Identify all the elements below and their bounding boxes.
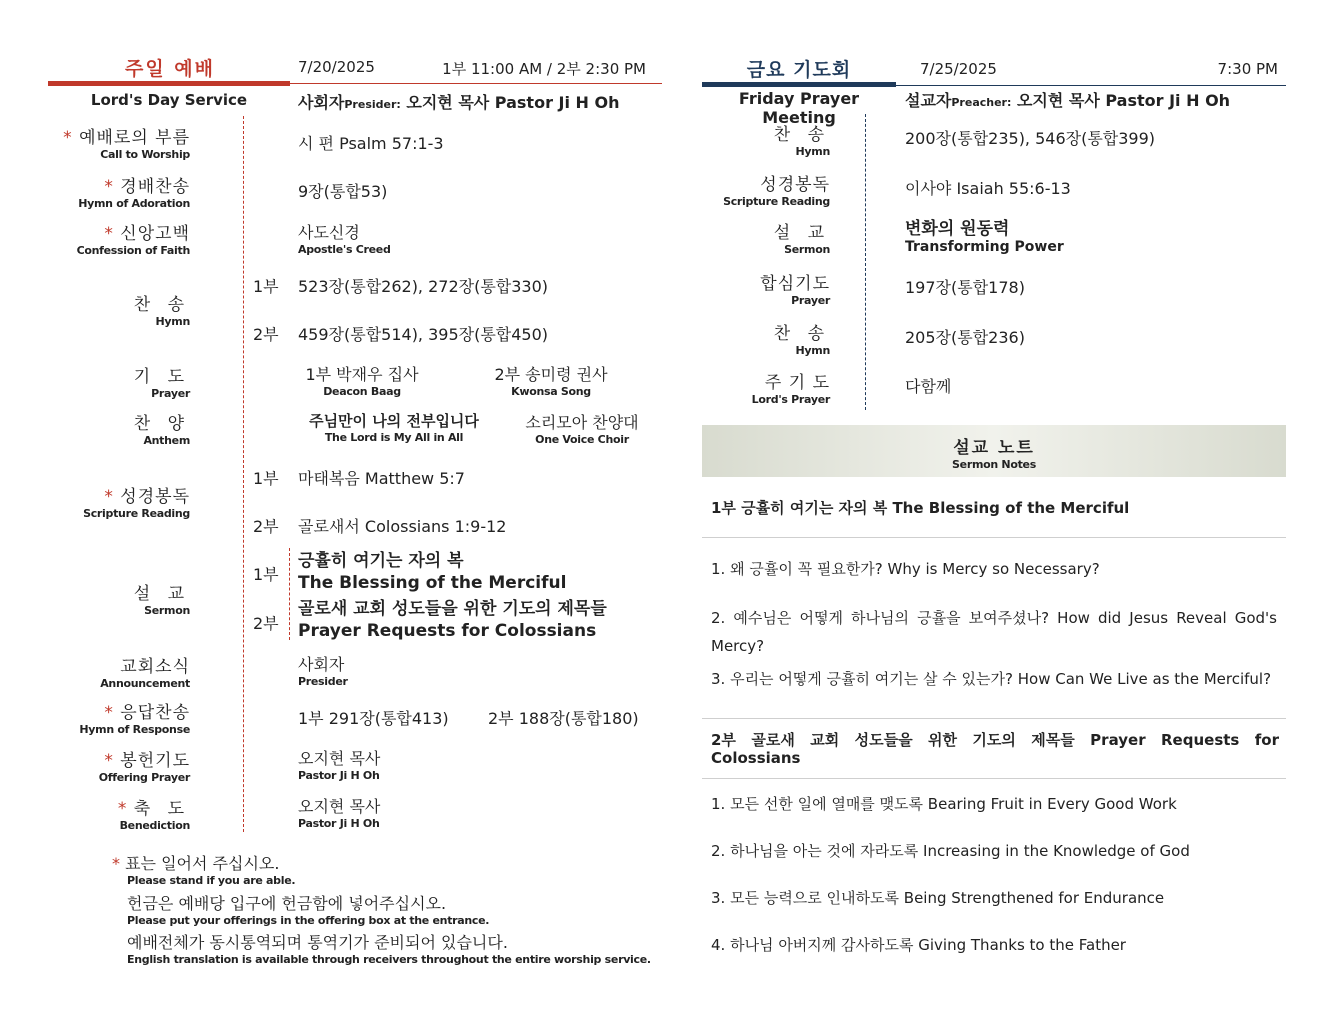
- friday-date: 7/25/2025: [920, 60, 997, 78]
- preacher-name: 오지현 목사 Pastor Ji H Oh: [1016, 91, 1231, 110]
- friday-label-scripture: 성경봉독 Scripture Reading: [723, 175, 830, 208]
- sunday-header-line: [290, 83, 662, 84]
- presider-name: 오지현 목사 Pastor Ji H Oh: [406, 93, 620, 112]
- call-to-worship-value: 시 편 Psalm 57:1-3: [298, 134, 444, 153]
- prayer-part2: 2부 송미령 권사 Kwonsa Song: [494, 365, 608, 398]
- hymn-part2-label: 2부: [253, 325, 279, 344]
- sermon-notes-header: [702, 425, 1286, 477]
- sermon-notes-title: 설교 노트: [953, 438, 1035, 458]
- part1-heading: 1부 긍휼히 여기는 자의 복 The Blessing of the Merciful: [711, 499, 1130, 517]
- notes-rule-3: [702, 778, 1286, 779]
- response-part2: 2부 188장(통합180): [488, 709, 639, 728]
- scripture-part2-value: 골로새서 Colossians 1:9-12: [298, 517, 507, 536]
- hymn-part2-value: 459장(통합514), 395장(통합450): [298, 325, 549, 344]
- friday-header-line: [896, 85, 1286, 86]
- sermon-notes-subtitle: Sermon Notes: [952, 458, 1036, 471]
- friday-scripture-value: 이사야 Isaiah 55:6-13: [905, 179, 1071, 198]
- friday-hymn-2-value: 205장(통합236): [905, 328, 1025, 347]
- label-benediction: * 축 도 Benediction: [117, 799, 190, 832]
- friday-title: 금요 기도회: [746, 59, 852, 81]
- announcement-value: 사회자 Presider: [298, 655, 348, 688]
- notes-rule-1: [702, 537, 1286, 538]
- friday-hymn-1-value: 200장(통합235), 546장(통합399): [905, 129, 1156, 148]
- friday-time: 7:30 PM: [1217, 60, 1278, 78]
- friday-lords-prayer-value: 다함께: [905, 377, 952, 396]
- label-confession: * 신앙고백 Confession of Faith: [76, 224, 190, 257]
- confession-value: 사도신경 Apostle's Creed: [298, 223, 391, 256]
- adoration-value: 9장(통합53): [298, 182, 388, 201]
- label-prayer: 기 도 Prayer: [133, 367, 190, 400]
- response-part1: 1부 291장(통합413): [298, 709, 449, 728]
- preacher-label-en: Preacher:: [951, 96, 1012, 109]
- scripture-part1-value: 마태복음 Matthew 5:7: [298, 469, 465, 488]
- note-translation: 예배전체가 동시통역되며 통역기가 준비되어 있습니다. English translation is available through receivers throughout the entire worship service.: [127, 933, 651, 966]
- hymn-part1-label: 1부: [253, 277, 279, 296]
- friday-sermon-value: 변화의 원동력 Transforming Power: [905, 219, 1064, 255]
- sermon-part1-label: 1부: [253, 565, 279, 584]
- presider-line: [298, 90, 620, 113]
- label-offering-prayer: * 봉헌기도 Offering Prayer: [98, 751, 190, 784]
- notes-rule-2: [702, 718, 1286, 719]
- friday-title-bar: [702, 82, 896, 87]
- friday-label-hymn-2: 찬 송 Hymn: [773, 324, 830, 357]
- anthem-choir: 소리모아 찬양대 One Voice Choir: [525, 413, 639, 446]
- sermon-part1-title: 긍휼히 여기는 자의 복 The Blessing of the Merciful: [298, 551, 567, 593]
- part1-point-3: 3. 우리는 어떻게 긍휼히 여기는 살 수 있는가? How Can We Live as the Merciful?: [711, 670, 1272, 688]
- preacher-label: 설교자: [905, 91, 952, 110]
- part2-point-3: 3. 모든 능력으로 인내하도록 Being Strengthened for Endurance: [711, 889, 1165, 907]
- friday-subtitle: Friday Prayer Meeting: [738, 89, 860, 127]
- prayer-part1: 1부 박재우 집사 Deacon Baag: [305, 365, 419, 398]
- part1-point-1: 1. 왜 긍휼이 꼭 필요한가? Why is Mercy so Necessary?: [711, 560, 1100, 578]
- part2-heading: 2부 골로새 교회 성도들을 위한 기도의 제목들 Prayer Requests for Colossians: [711, 731, 1279, 767]
- sunday-subtitle: Lord's Day Service: [90, 91, 248, 109]
- label-anthem: 찬 양 Anthem: [133, 414, 190, 447]
- anthem-title: 주님만이 나의 전부입니다 The Lord is My All in All: [309, 412, 479, 444]
- scripture-part1-label: 1부: [253, 469, 279, 488]
- part2-point-2: 2. 하나님을 아는 것에 자라도록 Increasing in the Knowledge of God: [711, 842, 1190, 860]
- benediction-value: 오지현 목사 Pastor Ji H Oh: [298, 797, 381, 830]
- sermon-part2-label: 2부: [253, 614, 279, 633]
- sermon-bracket: [289, 548, 290, 640]
- label-hymn: 찬 송 Hymn: [133, 295, 190, 328]
- offering-value: 오지현 목사 Pastor Ji H Oh: [298, 749, 381, 782]
- friday-label-sermon: 설 교 Sermon: [773, 223, 830, 256]
- friday-label-lords-prayer: 주 기 도 Lord's Prayer: [751, 373, 830, 406]
- sermon-part2-title: 골로새 교회 성도들을 위한 기도의 제목들 Prayer Requests for Colossians: [298, 599, 607, 641]
- label-hymn-of-response: * 응답찬송 Hymn of Response: [79, 703, 190, 736]
- presider-label: 사회자: [298, 93, 345, 112]
- label-call-to-worship: * 예배로의 부름 Call to Worship: [63, 128, 190, 161]
- scripture-part2-label: 2부: [253, 517, 279, 536]
- note-stand: * 표는 일어서 주십시오. Please stand if you are able.: [112, 854, 296, 887]
- friday-label-prayer: 합심기도 Prayer: [760, 274, 830, 307]
- sunday-divider: [243, 116, 244, 832]
- label-hymn-of-adoration: * 경배찬송 Hymn of Adoration: [78, 177, 190, 210]
- note-offering: 헌금은 예배당 입구에 헌금함에 넣어주십시오. Please put your offerings in the offering box at the entrance.: [127, 894, 490, 927]
- sunday-date: 7/20/2025: [298, 58, 375, 76]
- friday-prayer-value: 197장(통합178): [905, 278, 1025, 297]
- sunday-title-bar: [48, 81, 290, 86]
- label-scripture: * 성경봉독 Scripture Reading: [83, 487, 190, 520]
- part2-point-1: 1. 모든 선한 일에 열매를 맺도록 Bearing Fruit in Every Good Work: [711, 795, 1177, 813]
- label-sermon: 설 교 Sermon: [133, 584, 190, 617]
- friday-divider: [865, 114, 866, 410]
- part1-point-2: 2. 예수님은 어떻게 하나님의 긍휼을 보여주셨나? How did Jesus Reveal God's Mercy?: [711, 609, 1277, 655]
- part2-point-4: 4. 하나님 아버지께 감사하도록 Giving Thanks to the Father: [711, 936, 1126, 954]
- label-announcement: 교회소식 Announcement: [100, 657, 190, 690]
- presider-label-en: Presider:: [344, 98, 401, 111]
- sunday-title: 주일 예배: [124, 58, 216, 80]
- preacher-line: [905, 88, 1230, 111]
- friday-label-hymn-1: 찬 송 Hymn: [773, 125, 830, 158]
- sunday-times: 1부 11:00 AM / 2부 2:30 PM: [442, 60, 646, 78]
- hymn-part1-value: 523장(통합262), 272장(통합330): [298, 277, 549, 296]
